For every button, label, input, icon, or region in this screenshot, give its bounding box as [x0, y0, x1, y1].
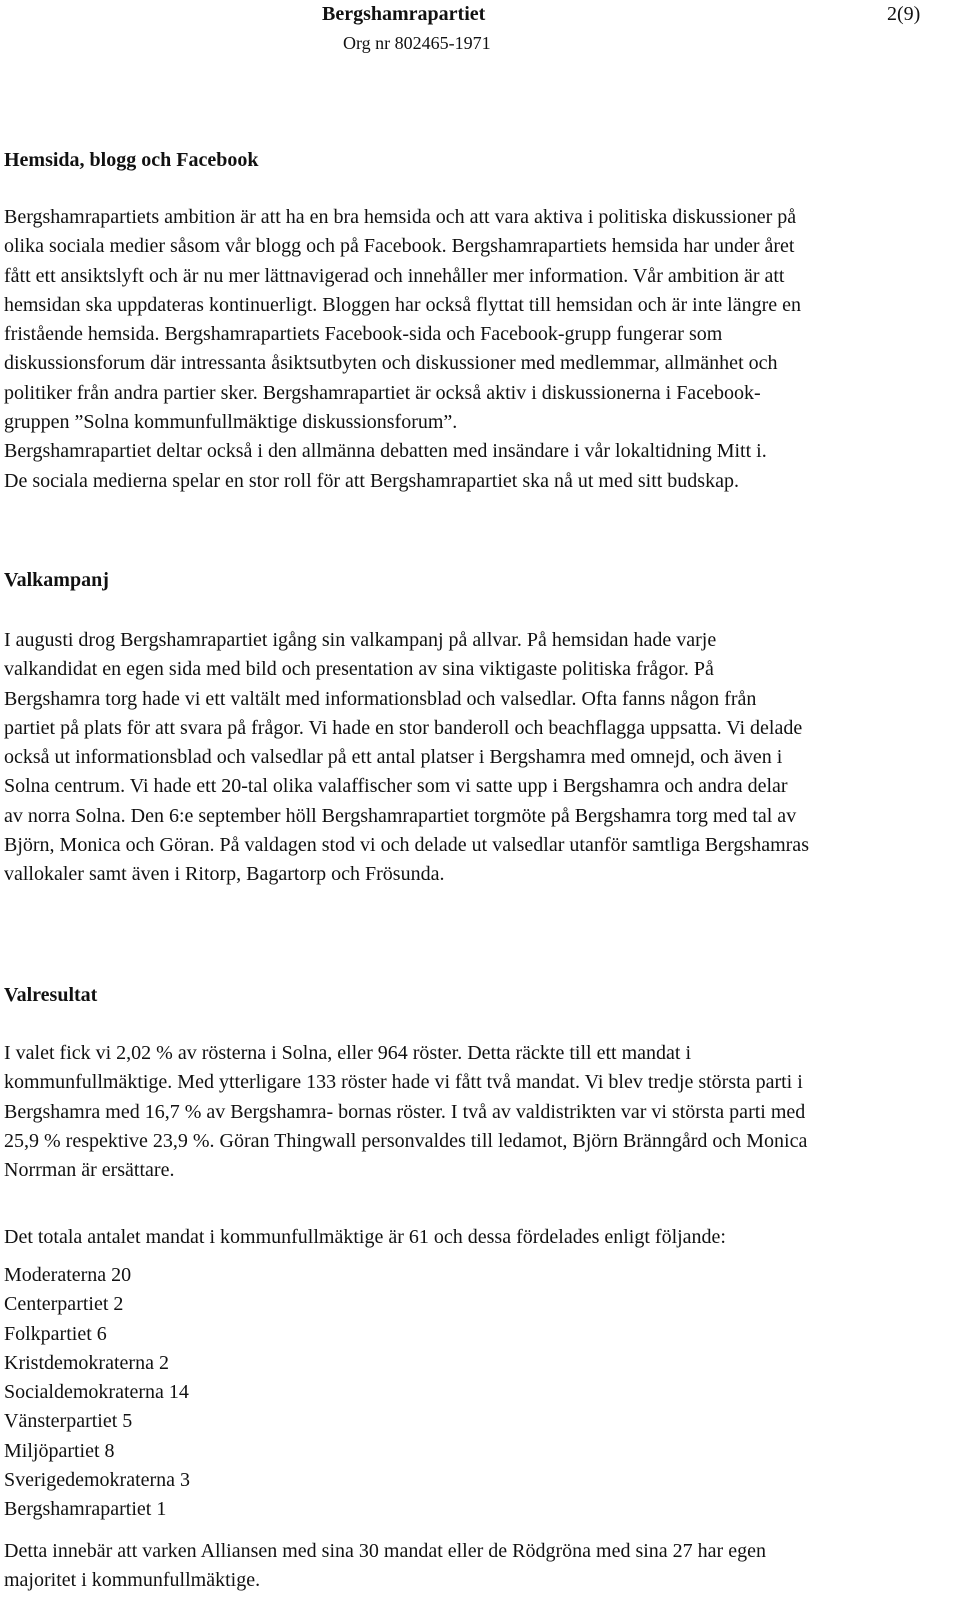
paragraph-valresultat — [4, 1039, 954, 1185]
text-line: Solna centrum. Vi hade ett 20-tal olika valaffischer som vi satte upp i Bergshamra och andra delar — [4, 775, 788, 798]
text-line: Norrman är ersättare. — [4, 1159, 175, 1182]
text-line: Bergshamra med 16,7 % av Bergshamra- bornas röster. I två av valdistrikten var vi största parti med — [4, 1100, 806, 1123]
header-title: Bergshamrapartiet — [322, 3, 486, 25]
text-line: också ut informationsblad och valsedlar på ett antal platser i Bergshamra med omnejd, och även i — [4, 746, 783, 769]
text-line: partiet på plats för att svara på frågor. Vi hade en stor banderoll och beachflagga uppsatta. Vi delade — [4, 716, 803, 739]
text-line: Björn, Monica och Göran. På valdagen stod vi och delade ut valsedlar utanför samtliga Bergshamras — [4, 834, 809, 857]
text-line: hemsidan ska uppdateras kontinuerligt. Bloggen har också flyttat till hemsidan och är inte längre en — [4, 293, 802, 316]
text-line: Bergshamrapartiet deltar också i den allmänna debatten med insändare i vår lokaltidning Mitt i. — [4, 440, 767, 463]
heading-hemsida: Hemsida, blogg och Facebook — [4, 149, 259, 171]
page-number: 2(9) — [887, 3, 921, 25]
text-line: av norra Solna. Den 6:e september höll Bergshamrapartiet torgmöte på Bergshamra torg med tal av — [4, 804, 797, 827]
list-item: Kristdemokraterna 2 — [4, 1351, 169, 1374]
paragraph-conclusion — [4, 1537, 954, 1596]
list-item: Miljöpartiet 8 — [4, 1439, 115, 1462]
list-item: Sverigedemokraterna 3 — [4, 1469, 191, 1492]
list-item: Bergshamrapartiet 1 — [4, 1498, 167, 1521]
list-item: Folkpartiet 6 — [4, 1322, 107, 1345]
text-line: gruppen ”Solna kommunfullmäktige diskussionsforum”. — [4, 411, 458, 434]
text-line: De sociala medierna spelar en stor roll för att Bergshamrapartiet ska nå ut med sitt budskap. — [4, 469, 739, 492]
text-line: fristående hemsida. Bergshamrapartiets Facebook-sida och Facebook-grupp fungerar som — [4, 323, 723, 346]
text-line: 25,9 % respektive 23,9 %. Göran Thingwall personvaldes till ledamot, Björn Bränngård och Monica — [4, 1129, 808, 1152]
mandate-intro: Det totala antalet mandat i kommunfullmäktige är 61 och dessa fördelades enligt följande: — [4, 1226, 726, 1248]
paragraph-hemsida — [4, 203, 954, 496]
text-line: Detta innebär att varken Alliansen med sina 30 mandat eller de Rödgröna med sina 27 har egen — [4, 1540, 766, 1562]
text-line: kommunfullmäktige. Med ytterligare 133 röster hade vi fått två mandat. Vi blev tredje största parti i — [4, 1071, 803, 1094]
list-item: Centerpartiet 2 — [4, 1293, 124, 1316]
paragraph-valkampanj — [4, 626, 954, 890]
text-line: I valet fick vi 2,02 % av rösterna i Solna, eller 964 röster. Detta räckte till ett mandat i — [4, 1042, 692, 1064]
list-item: Vänsterpartiet 5 — [4, 1410, 133, 1433]
text-line: politiker från andra partier sker. Bergshamrapartiet är också aktiv i diskussionerna i Facebook- — [4, 381, 761, 404]
text-line: diskussionsforum där intressanta åsiktsutbyten och diskussioner med medlemmar, allmänhet och — [4, 352, 778, 375]
text-line: valkandidat en egen sida med bild och presentation av sina viktigaste politiska frågor. På — [4, 658, 714, 681]
text-line: majoritet i kommunfullmäktige. — [4, 1569, 261, 1592]
text-line: fått ett ansiktslyft och är nu mer lättnavigerad och innehåller mer information. Vår ambition är att — [4, 264, 785, 287]
text-line: olika sociala medier såsom vår blogg och på Facebook. Bergshamrapartiets hemsida har under året — [4, 235, 795, 258]
text-line: vallokaler samt även i Ritorp, Bagartorp och Frösunda. — [4, 863, 445, 886]
text-line: Bergshamrapartiets ambition är att ha en bra hemsida och att vara aktiva i politiska diskussioner på — [4, 206, 797, 228]
heading-valkampanj: Valkampanj — [4, 569, 109, 591]
org-number: Org nr 802465-1971 — [343, 33, 491, 53]
text-line: Bergshamra torg hade vi ett valtält med informationsblad och valsedlar. Ofta fanns någon från — [4, 687, 757, 710]
party-mandate-list — [4, 1261, 954, 1525]
list-item: Moderaterna 20 — [4, 1264, 132, 1286]
heading-valresultat: Valresultat — [4, 984, 98, 1006]
list-item: Socialdemokraterna 14 — [4, 1381, 189, 1404]
text-line: I augusti drog Bergshamrapartiet igång sin valkampanj på allvar. På hemsidan hade varje — [4, 629, 717, 651]
